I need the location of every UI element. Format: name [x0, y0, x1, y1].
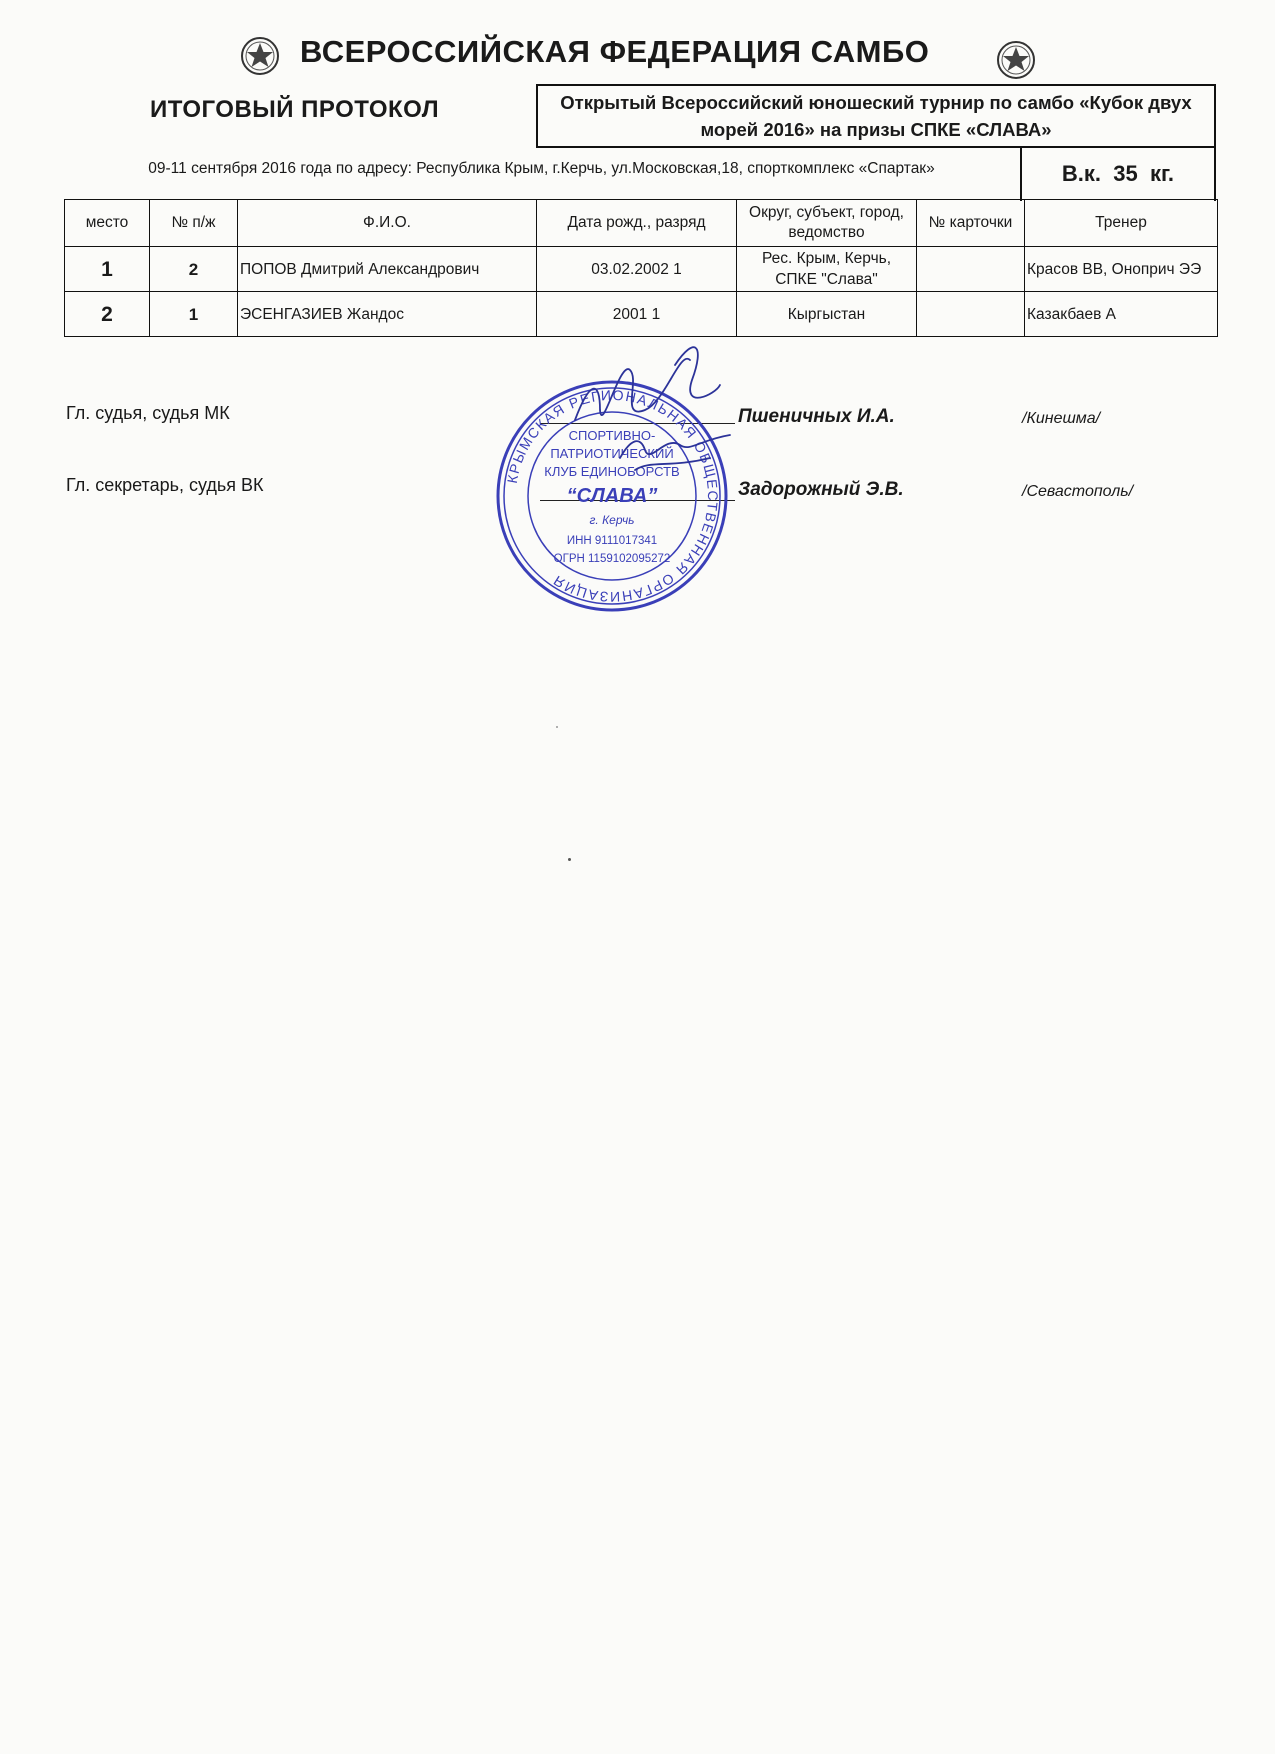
cell-coach: Казакбаев А [1025, 292, 1218, 337]
stamp-city: г. Керчь [589, 513, 635, 527]
header-card: № карточки [917, 200, 1025, 247]
table-header-row [65, 200, 1218, 247]
header-birth: Дата рожд., разряд [537, 200, 737, 247]
table-row [65, 292, 1218, 337]
cell-place: 2 [65, 292, 150, 337]
cell-card [917, 292, 1025, 337]
tournament-name: Открытый Всероссийский юношеский турнир по самбо «Кубок двух морей 2016» на призы СПКЕ «СЛАВА» [536, 84, 1216, 148]
federation-emblem-right-icon [996, 40, 1036, 80]
cell-place: 1 [65, 247, 150, 292]
table-row [65, 247, 1218, 292]
cell-name: ЭСЕНГАЗИЕВ Жандос [238, 292, 537, 337]
header-place: место [65, 200, 150, 247]
chief-judge-role: Гл. судья, судья МК [66, 403, 230, 423]
cell-birth: 2001 1 [537, 292, 737, 337]
header-name: Ф.И.О. [238, 200, 537, 247]
federation-emblem-left-icon [240, 36, 280, 76]
protocol-title: ИТОГОВЫЙ ПРОТОКОЛ [150, 96, 440, 123]
chief-judge-name: Пшеничных И.А. [738, 406, 895, 427]
cell-coach: Красов ВВ, Оноприч ЭЭ [1025, 247, 1218, 292]
stamp-inn: ИНН 9111017341 [566, 535, 658, 547]
cell-region: Кыргыстан [737, 292, 917, 337]
results-table [64, 199, 1218, 337]
cell-card [917, 247, 1025, 292]
cell-region: Рес. Крым, Керчь, СПКЕ "Слава" [737, 247, 917, 292]
chief-secretary-name: Задорожный Э.В. [738, 479, 904, 500]
chief-secretary-city: /Севастополь/ [1022, 483, 1134, 500]
stamp-line3: КЛУБ ЕДИНОБОРСТВ [544, 464, 680, 479]
chief-judge-city: /Кинешма/ [1022, 410, 1101, 427]
cell-name: ПОПОВ Дмитрий Александрович [238, 247, 537, 292]
stamp-line1: СПОРТИВНО- [568, 428, 656, 443]
cell-birth: 03.02.2002 1 [537, 247, 737, 292]
stamp-club: “СЛАВА” [566, 485, 658, 507]
header-region: Округ, субъект, город, ведомство [737, 200, 917, 247]
weight-class: В.к. 35 кг. [1020, 147, 1216, 201]
header-num: № п/ж [150, 200, 238, 247]
paper-speck [568, 858, 571, 861]
chief-secretary-role: Гл. секретарь, судья ВК [66, 475, 264, 495]
handwritten-signatures [470, 340, 770, 530]
stamp-line2: ПАТРИОТИЧЕСКИЙ [550, 446, 674, 461]
header-coach: Тренер [1025, 200, 1218, 247]
paper-speck [556, 726, 558, 728]
cell-num: 1 [150, 292, 238, 337]
date-location: 09-11 сентября 2016 года по адресу: Республика Крым, г.Керчь, ул.Московская,18, спорткомплекс «Спартак» [148, 160, 935, 177]
stamp-outer-text: КРЫМСКАЯ РЕГИОНАЛЬНАЯ ОБЩЕСТВЕННАЯ ОРГАНИЗАЦИЯ [503, 386, 722, 606]
cell-num: 2 [150, 247, 238, 292]
stamp-ogrn: ОГРН 1159102095272 [553, 553, 671, 565]
federation-title: ВСЕРОССИЙСКАЯ ФЕДЕРАЦИЯ САМБО [300, 34, 930, 69]
